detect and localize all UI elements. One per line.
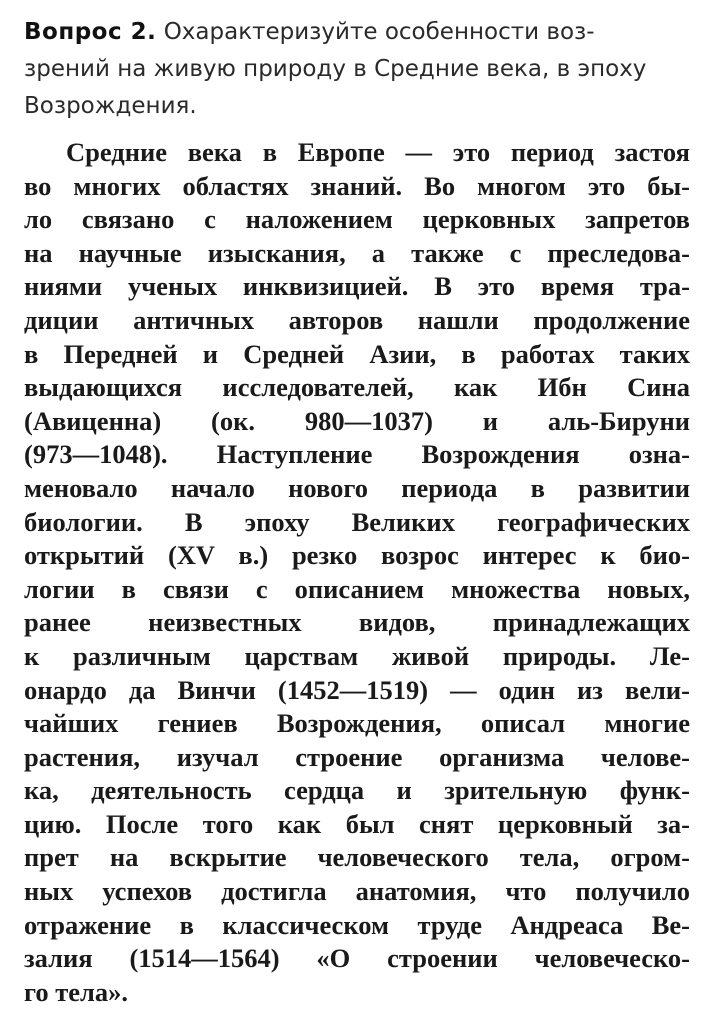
answer-line-2: во многих областях знаний. Во многом это бы- xyxy=(24,170,690,201)
answer-line-17: онардо да Винчи (1452—1519) — один из вели- xyxy=(24,674,690,705)
answer-line-8: выдающихся исследователей, как Ибн Сина xyxy=(24,372,690,403)
answer-line-5: ниями ученых инквизицией. В это время тра- xyxy=(24,271,690,302)
answer-line-4: на научные изыскания, а также с преследова- xyxy=(24,237,690,268)
answer-line-15: ранее неизвестных видов, принадлежащих xyxy=(24,607,690,638)
answer-line-16: к различным царствам живой природы. Ле- xyxy=(24,640,690,671)
answer-line-19: растения, изучал строение организма челове- xyxy=(24,741,690,772)
answer-paragraph xyxy=(24,136,690,1009)
answer-line-12: биологии. В эпоху Великих географических xyxy=(24,506,690,537)
answer-line-13: открытий (XV в.) резко возрос интерес к био- xyxy=(24,540,690,571)
question-text-1: Охарактеризуйте особенности воз- xyxy=(163,19,595,45)
answer-line-23: ных успехов достигла анатомия, что получило xyxy=(24,876,690,907)
answer-line-11: меновало начало нового периода в развитии xyxy=(24,472,690,503)
answer-line-24: отражение в классическом труде Андреаса Ве- xyxy=(24,909,690,940)
question-block xyxy=(24,14,694,125)
question-line-2: зрений на живую природу в Средние века, в эпоху xyxy=(24,56,647,82)
answer-line-25: залия (1514—1564) «О строении человеческо- xyxy=(24,943,690,974)
answer-line-21: цию. После того как был снят церковный за- xyxy=(24,808,690,839)
answer-line-18: чайших гениев Возрождения, описал многие xyxy=(24,708,690,739)
answer-line-10: (973—1048). Наступление Возрождения озна- xyxy=(24,439,690,470)
question-label: Вопрос 2. xyxy=(24,19,157,45)
answer-line-14: логии в связи с описанием множества новых, xyxy=(24,573,690,604)
answer-line-1: Средние века в Европе — это период застоя xyxy=(66,137,690,167)
answer-line-20: ка, деятельность сердца и зрительную функ- xyxy=(24,775,690,806)
answer-line-7: в Передней и Средней Азии, в работах таких xyxy=(24,338,690,369)
answer-line-26: го тела». xyxy=(24,976,129,1007)
answer-line-22: прет на вскрытие человеческого тела, огром- xyxy=(24,842,690,873)
answer-line-9: (Авиценна) (ок. 980—1037) и аль-Бируни xyxy=(24,405,690,436)
answer-line-6: диции античных авторов нашли продолжение xyxy=(24,304,690,335)
question-line-1 xyxy=(24,14,694,51)
question-line-3: Возрождения. xyxy=(24,93,197,119)
answer-line-3: ло связано с наложением церковных запретов xyxy=(24,204,690,235)
